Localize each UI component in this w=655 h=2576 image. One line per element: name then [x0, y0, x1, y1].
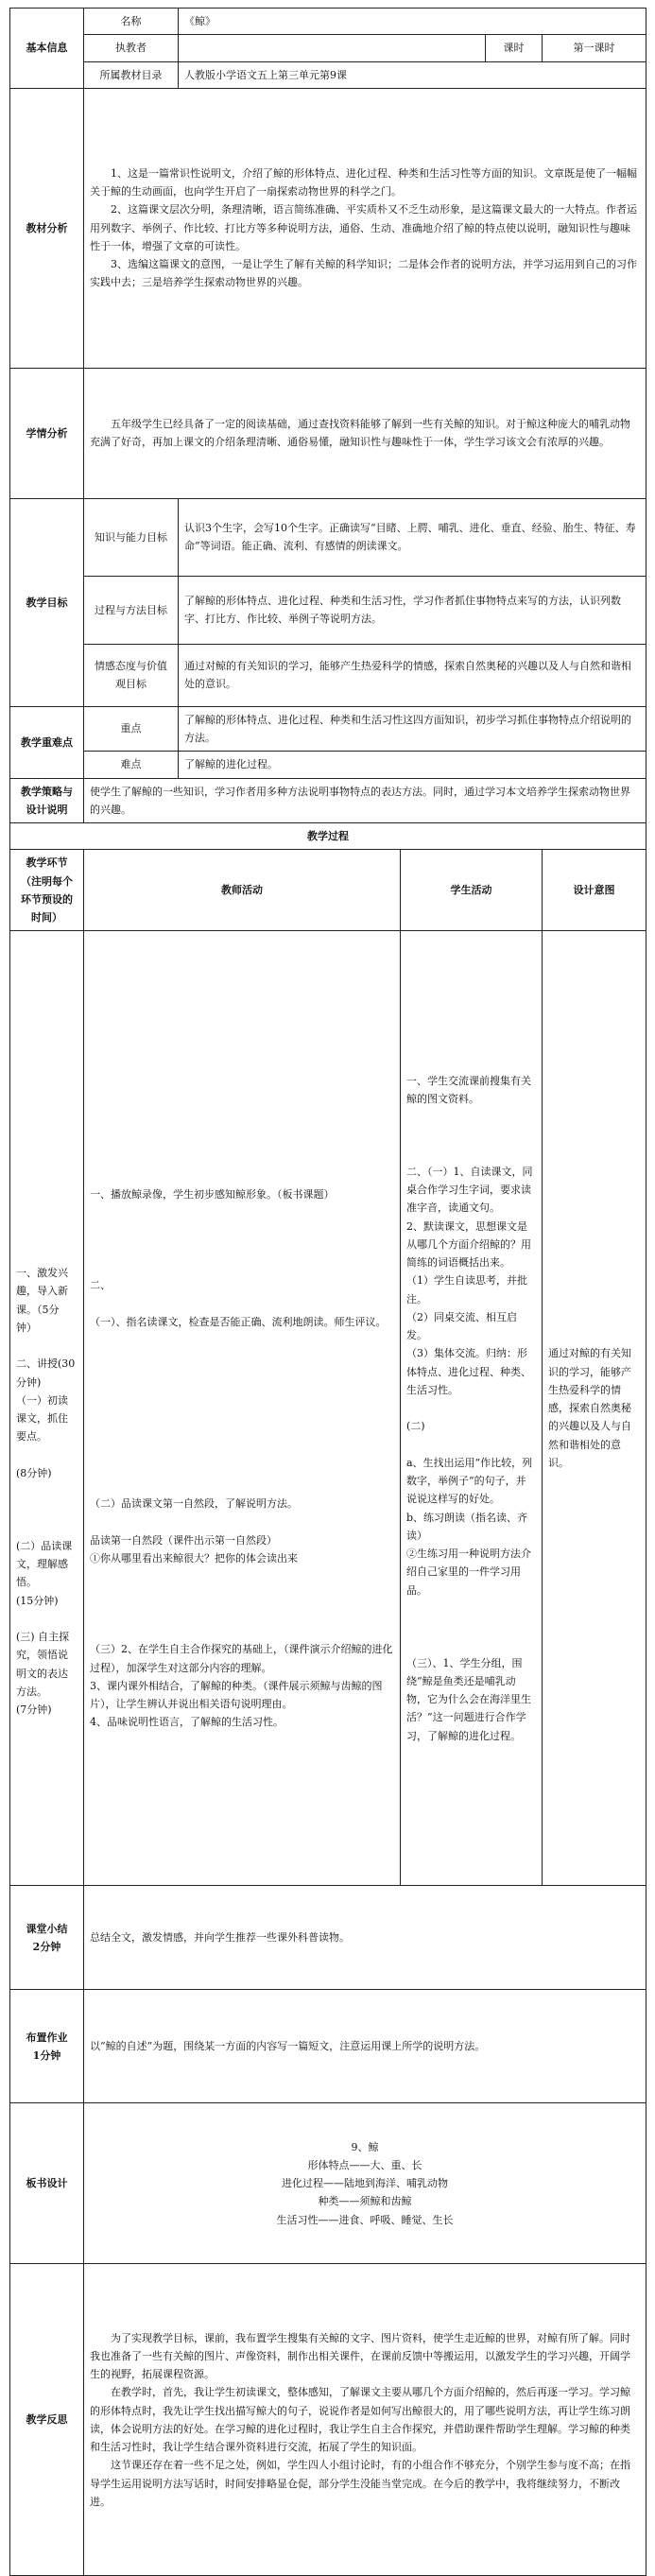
col-steps-header: 教学环节 （注明每个环节预设的时间） [10, 850, 84, 931]
process-intent: 通过对鲸的有关知识的学习，能够产生热爱科学的情感，探索自然奥秘的兴趣以及人与自然和谐相处的意识。 [543, 931, 646, 1886]
col-student-header: 学生活动 [401, 850, 543, 931]
period-value: 第一课时 [543, 35, 646, 61]
learner-label: 学情分析 [10, 368, 84, 498]
process-teacher: 一、播放鲸录像，学生初步感知鲸形象。（板书课题） 二、 （一）、指名读课文，检查是否能正确、流利地朗读。师生评议。 （二）品读课文第一自然段，了解说明方法。 品读第一自然段（课件出示第一自然段） ①你从哪里看出来鲸很大？把你的体会读出来 （三）2、在学生自主合作探究的基础上，（课件演示介绍鲸的进化过程），加深学生对这部分内容的理解。 3、课内课外相结合，了解鲸的种类。（课件展示须鲸与齿鲸的图片），让学生辨认并说出相关语句说明理由。 4、品味说明性语言，了解鲸的生活习性。 [84, 931, 401, 1886]
homework-row [10, 1990, 646, 2103]
reflection-text [84, 2264, 646, 2576]
reflection-paragraph-3: 这节课还存在着一些不足之处，例如，学生四人小组讨论时，有的小组合作不够充分，个别学生参与度不高；在指导学生运用说明方法写话时，时间安排略显仓促，部分学生没能当堂完成。在今后的教学中，我将继续努力，不断改进。 [90, 2459, 630, 2508]
summary-label: 课堂小结 2分钟 [10, 1886, 84, 1990]
goal-3-text: 通过对鲸的有关知识的学习，能够产生热爱科学的情感，探索自然奥秘的兴趣以及人与自然和谐相处的意识。 [179, 644, 646, 706]
period-label: 课时 [486, 35, 543, 61]
process-body-row [10, 931, 646, 1886]
board-text: 9、鲸 形体特点——大、重、长 进化过程——陆地到海洋、哺乳动物 种类——须鲸和齿鲸 生活习性——进食、呼吸、睡觉、生长 [84, 2103, 646, 2264]
strategy-label: 教学策略与设计说明 [10, 778, 84, 823]
focus-row-key [10, 706, 646, 752]
material-label: 教材分析 [10, 88, 84, 368]
learner-paragraph: 五年级学生已经具备了一定的阅读基础，通过查找资料能够了解到一些有关鲸的知识。对于鲸这种庞大的哺乳动物充满了好奇，再加上课文的介绍条理清晰、通俗易懂，融知识性与趣味性于一体，学生学习该文会有浓厚的兴趣。 [90, 418, 630, 449]
material-text [84, 88, 646, 368]
goal-1-text: 认识3个生字，会写10个生字。正确读写“目睹、上腭、哺乳、进化、垂直、经验、胎生、特征、寿命”等词语。能正确、流利、有感情的朗读课文。 [179, 498, 646, 576]
process-header-row [10, 850, 646, 931]
homework-label: 布置作业 1分钟 [10, 1990, 84, 2103]
summary-row [10, 1886, 646, 1990]
reflection-paragraph-1: 为了实现教学目标，课前，我布置学生搜集有关鲸的文字、图片资料，使学生走近鲸的世界，对鲸有所了解。同时我也准备了一些有关鲸的图片、声像资料，制作出相关课件，在课前反馈中等搬运用，以激发学生的学习兴趣，开阔学生的视野，拓展课程资源。 [90, 2331, 630, 2380]
process-title: 教学过程 [10, 823, 646, 850]
focus-label: 教学重难点 [10, 706, 84, 778]
board-row [10, 2103, 646, 2264]
focus-hard-label: 难点 [84, 752, 179, 778]
material-paragraph-3: 3、选编这篇课文的意图，一是让学生了解有关鲸的科学知识；二是体会作者的说明方法，并学习运用到自己的习作实践中去；三是培养学生探索动物世界的兴趣。 [90, 258, 637, 289]
goal-1-label: 知识与能力目标 [84, 498, 179, 576]
goal-row-1 [10, 498, 646, 576]
goal-2-text: 了解鲸的形体特点、进化过程、种类和生活习性，学习作者抓住事物特点来写的方法，认识列数字、打比方、作比较、举例子等说明方法。 [179, 576, 646, 644]
reflection-paragraph-2: 在教学时，首先，我让学生初读课文，整体感知，了解课文主要从哪几个方面介绍鲸的，然后再逐一学习。学习鲸的形体特点时，我先让学生找出描写鲸大的句子，说说作者是如何写出鲸很大的，用了哪些说明方法，再让学生练习朗读，体会说明方法的好处。在学习鲸的进化过程时，我让学生自主合作探究，并借助课件帮助学生理解。学习鲸的种类和生活习性时，我让学生结合课外资料进行交流，拓展了学生的知识面。 [90, 2386, 630, 2453]
col-intent-header: 设计意图 [543, 850, 646, 931]
homework-text: 以“鲸的自述”为题，围绕某一方面的内容写一篇短文，注意运用课上所学的说明方法。 [84, 1990, 646, 2103]
reflection-row [10, 2264, 646, 2576]
goal-row-2 [10, 576, 646, 644]
focus-key-text: 了解鲸的形体特点、进化过程、种类和生活习性这四方面知识，初步学习抓住事物特点介绍说明的方法。 [179, 706, 646, 752]
material-paragraph-1: 1、这是一篇常识性说明文，介绍了鲸的形体特点、进化过程、种类和生活习性等方面的知识。文章既是使了一幅幅关于鲸的生动画面，也向学生开启了一扇探索动物世界的科学之门。 [90, 166, 637, 199]
strategy-row [10, 778, 646, 823]
lesson-plan [9, 8, 646, 2576]
board-label: 板书设计 [10, 2103, 84, 2264]
process-title-row [10, 823, 646, 850]
basic-label: 基本信息 [10, 9, 84, 89]
goals-label: 教学目标 [10, 498, 84, 706]
basic-row-teacher [10, 35, 646, 61]
name-label: 名称 [84, 9, 179, 35]
process-steps: 一、激发兴趣，导入新课。（5分钟） 二、讲授(30分钟) （一）初读课文，抓住要点。 (8分钟) (二）品读课文，理解感悟。 (15分钟) (三) 自主探究，领悟说明文的表达方法。 (7分钟) [10, 931, 84, 1886]
teacher-value [179, 35, 486, 61]
col-teacher-header: 教师活动 [84, 850, 401, 931]
basic-row-name [10, 9, 646, 35]
focus-hard-text: 了解鲸的进化过程。 [179, 752, 646, 778]
focus-row-hard [10, 752, 646, 778]
strategy-text: 使学生了解鲸的一些知识，学习作者用多种方法说明事物特点的表达方法。同时，通过学习本文培养学生探索动物世界的兴趣。 [84, 778, 646, 823]
basic-row-textbook [10, 61, 646, 88]
goal-3-label: 情感态度与价值观目标 [84, 644, 179, 706]
name-value: 《鲸》 [179, 9, 646, 35]
lesson-plan-table [9, 8, 646, 2576]
material-row [10, 88, 646, 368]
process-student: 一、学生交流课前搜集有关鲸的图文资料。 二、（一）1、自读课文，同桌合作学习生字词，要求读准字音，读通文句。 2、默读课文，思想课文是从哪几个方面介绍鲸的？用简练的词语概括出来。 （1）学生自读思考，并批注。 （2）同桌交流、相互启发。 （3）集体交流。归纳：形体特点、进化过程、种类、生活习性。 (二) a、生找出运用“作比较，列数字，举例子”的句子，并说说这样写的好处。 b、练习朗读（指名读、齐读） ②生练习用一种说明方法介绍自己家里的一件学习用品。 （三）、1、学生分组，围绕“鲸是鱼类还是哺乳动物，它为什么会在海洋里生活？”这一问题进行合作学习，了解鲸的进化过程。 [401, 931, 543, 1886]
textbook-label: 所属教材目录 [84, 61, 179, 88]
goal-row-3 [10, 644, 646, 706]
learner-text [84, 368, 646, 498]
reflection-label: 教学反思 [10, 2264, 84, 2576]
summary-text: 总结全文，激发情感，并向学生推荐一些课外科普读物。 [84, 1886, 646, 1990]
goal-2-label: 过程与方法目标 [84, 576, 179, 644]
material-paragraph-2: 2、这篇课文层次分明，条理清晰，语言简练准确、平实质朴又不乏生动形象，是这篇课文最大的一大特点。作者运用列数字、举例子、作比较、打比方等多种说明方法，通俗、生动、准确地介绍了鲸的特点使以说明，融知识性与趣味性于一体，增强了文章的可读性。 [90, 203, 637, 252]
focus-key-label: 重点 [84, 706, 179, 752]
textbook-value: 人教版小学语文五上第三单元第9课 [179, 61, 646, 88]
teacher-label: 执教者 [84, 35, 179, 61]
learner-row [10, 368, 646, 498]
